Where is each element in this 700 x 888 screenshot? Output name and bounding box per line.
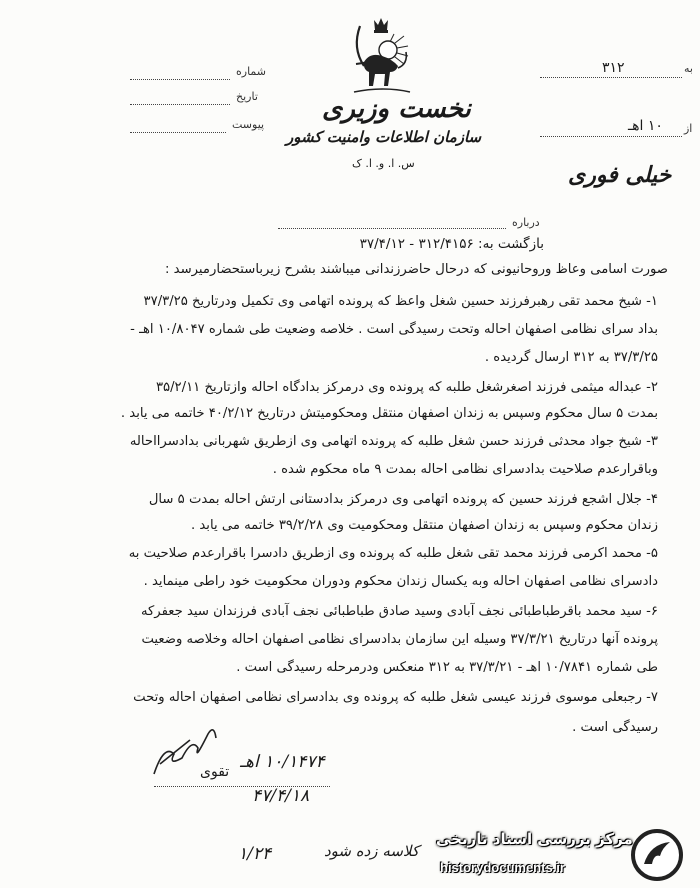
signature-date: ۴۷/۴/۱۸ — [252, 786, 310, 806]
body-line: ۲- عبداله میثمی فرزند اصغرشغل طلبه که پرونده وی درمرکز بدادگاه احاله وازتاریخ ۳۵/۲/۱۱ — [155, 380, 658, 395]
body-line: ۳۷/۳/۲۵ به ۳۱۲ ارسال گردیده . — [484, 350, 658, 365]
body-line: ۴- جلال اشجع فرزند حسین که پرونده اتهامی وی درمرکز بدادستانی ارتش احاله بمدت ۵ سال — [148, 492, 658, 507]
footer-note: کلاسه زده شود — [324, 842, 420, 860]
classification-stamp: خیلی فوری — [568, 162, 672, 188]
attachment-label: پیوست — [232, 118, 265, 131]
reference-line: بازگشت به: ۳۱۲/۴۱۵۶ - ۳۷/۴/۱۲ — [359, 236, 544, 252]
ministry-title: نخست وزیری — [322, 94, 471, 124]
body-line: ۵- محمد اکرمی فرزند محمد تقی شغل طلبه که پرونده وی ازطریق دادسرا باقرارعدم صلاحیت به — [128, 546, 658, 561]
body-line: زندان محکوم وسپس به زندان اصفهان منتقل ومحکومیت وی ۳۹/۲/۲۸ خاتمه می یابد . — [190, 518, 658, 533]
to-field — [540, 77, 682, 78]
body-line: بمدت ۵ سال محکوم وسپس به زندان اصفهان منتقل ومحکومیتش درتاریخ ۴۰/۲/۱۲ خاتمه می یابد . — [120, 406, 658, 421]
from-value: ۱۰ اهـ — [628, 118, 663, 134]
body-line: طی شماره ۱۰/۷۸۴۱ اهـ - ۳۷/۳/۲۱ به ۳۱۲ منعکس ودرمرحله رسیدگی است . — [236, 660, 658, 675]
subject-label: درباره — [512, 216, 540, 229]
watermark-logo-icon — [630, 828, 684, 882]
to-value: ۳۱۲ — [602, 60, 625, 76]
organization-name: سازمان اطلاعات وامنیت کشور — [286, 128, 482, 146]
number-field — [130, 79, 230, 80]
body-line: بداد سرای نظامی اصفهان احاله وتحت رسیدگی است . خلاصه وضعیت طی شماره ۱۰/۸۰۴۷ اهـ - — [130, 322, 658, 337]
body-line: ۶- سید محمد باقرطباطبائی نجف آبادی وسید صادق طباطبائی نجف آبادی فرزندان سید جعفرکه — [140, 604, 658, 619]
signature-number: ۱۰/۱۴۷۴ اهـ — [240, 752, 325, 772]
from-label: از — [684, 122, 693, 135]
from-field — [540, 136, 682, 137]
body-line: ۷- رجبعلی موسوی فرزند عیسی شغل طلبه که پرونده وی بدادسرای نظامی اصفهان احاله وتحت — [133, 690, 658, 705]
body-line: رسیدگی است . — [572, 720, 658, 735]
body-line: ۱- شیخ محمد تقی رهبرفرزند حسین شغل واعظ که پرونده اتهامی وی تکمیل ودرتاریخ ۳۷/۳/۲۵ — [143, 294, 658, 309]
to-label: به — [684, 62, 693, 75]
watermark-url: historydocuments.ir — [440, 860, 565, 875]
footer-number: ۱/۲۴ — [238, 844, 272, 864]
subject-field — [278, 228, 506, 229]
organization-code: س. ا. و. ا. ک — [352, 157, 415, 170]
number-label: شماره — [236, 65, 267, 78]
watermark-title: مرکز بررسی اسناد تاریخی — [436, 830, 633, 848]
body-line: پرونده آنها درتاریخ ۳۷/۳/۲۱ وسیله این سازمان بدادسرای نظامی اصفهان احاله وخلاصه وضعیت — [141, 632, 658, 647]
body-line: ۳- شیخ جواد محدثی فرزند حسن شغل طلبه که پرونده اتهامی وی ازطریق شهربانی بدادسرااحاله — [129, 434, 658, 449]
date-label: تاریخ — [236, 90, 258, 103]
attachment-field — [130, 132, 226, 133]
lion-and-sun-emblem-icon — [346, 16, 416, 98]
body-line: وباقرارعدم صلاحیت بدادسرای نظامی احاله بمدت ۹ ماه محکوم شده . — [272, 462, 658, 477]
intro-text: صورت اسامی وعاظ وروحانیونی که درحال حاضرزندانی میباشند بشرح زیرباستحضارمیرسد : — [165, 262, 668, 277]
body-line: دادسرای نظامی اصفهان احاله وبه یکسال زندان محکوم ودوران محکومیت خود راطی مینماید . — [143, 574, 658, 589]
signature-name: تقوی — [200, 764, 230, 780]
date-field — [130, 104, 230, 105]
